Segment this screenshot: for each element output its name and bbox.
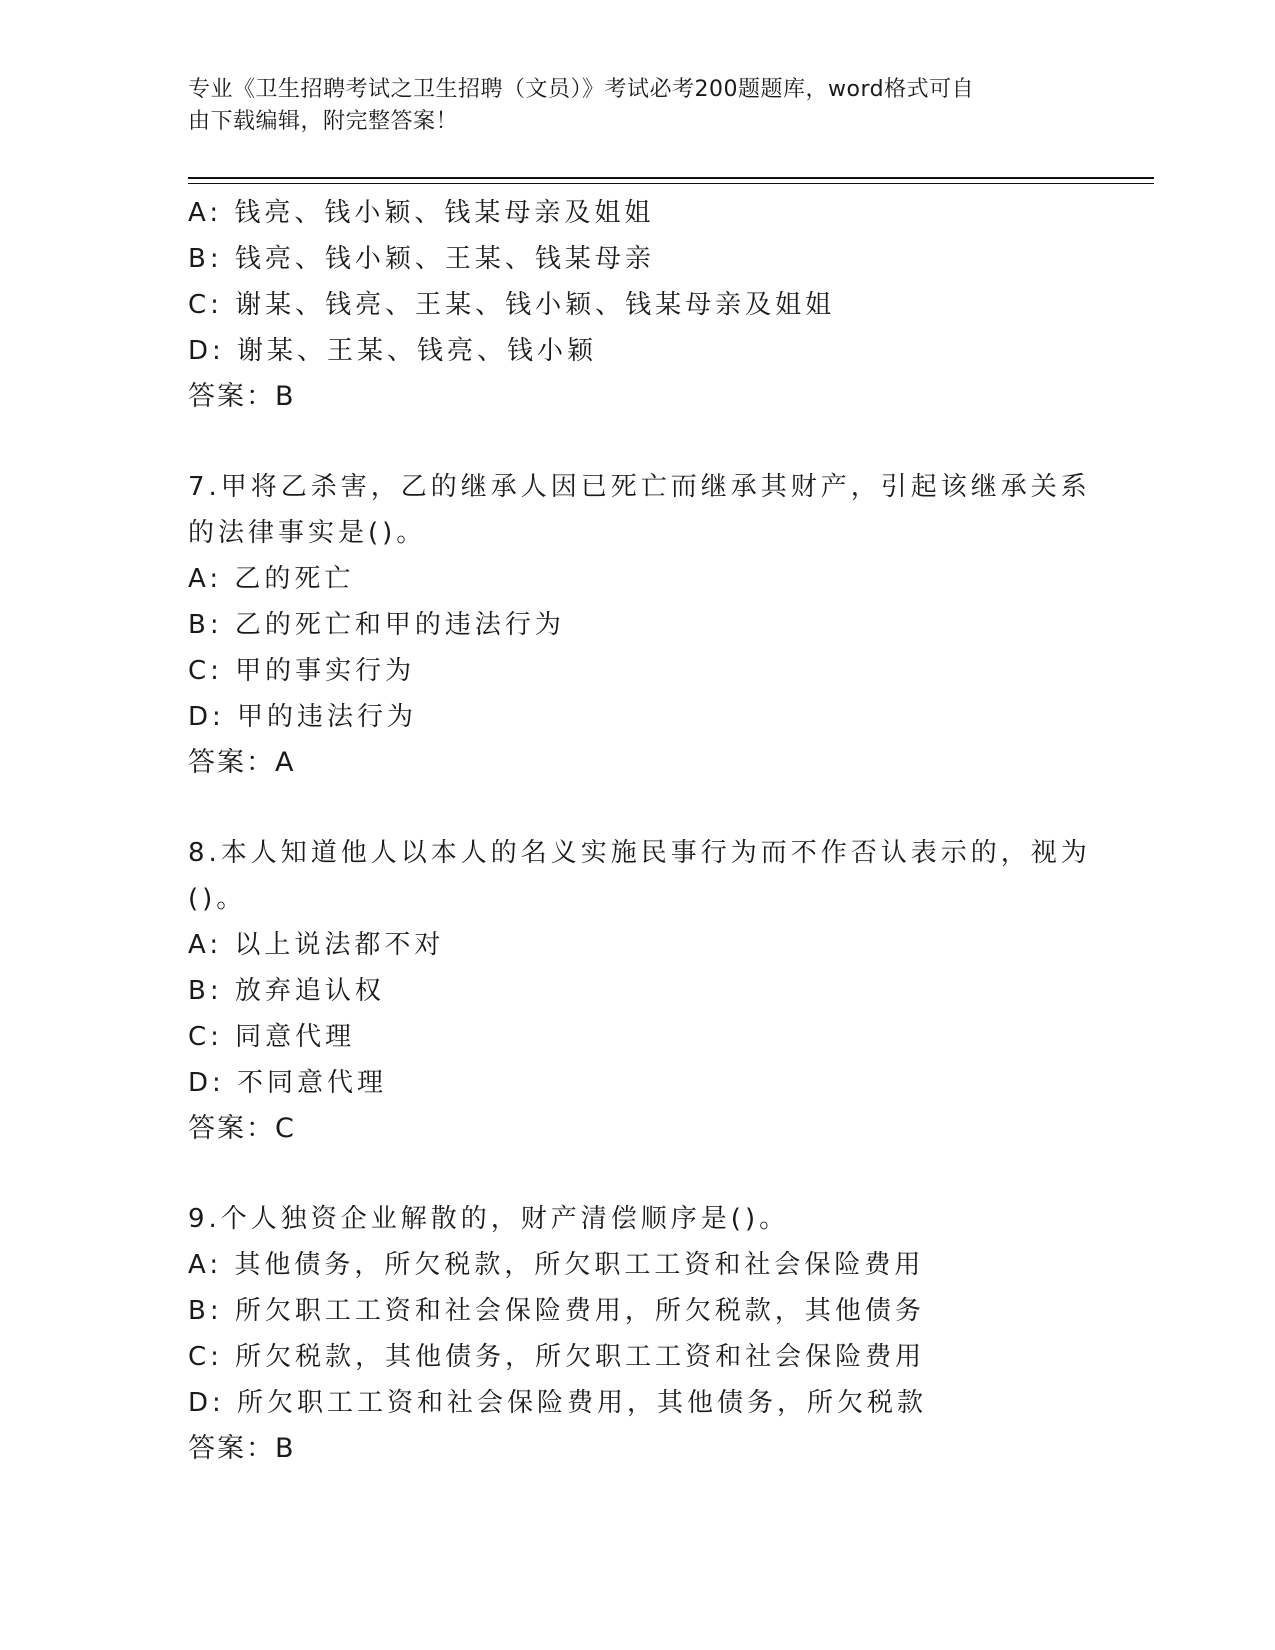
option-a: A: 钱亮、钱小颖、钱某母亲及姐姐 bbox=[188, 198, 655, 228]
option-d: D: 不同意代理 bbox=[188, 1068, 388, 1098]
question-stem-continued: ()。 bbox=[188, 884, 247, 914]
option-b: B: 钱亮、钱小颖、王某、钱某母亲 bbox=[188, 244, 655, 274]
question-7 bbox=[188, 464, 1091, 786]
question-stem: 8.本人知道他人以本人的名义实施民事行为而不作否认表示的，视为 bbox=[188, 838, 1091, 868]
option-c: C: 所欠税款，其他债务，所欠职工工资和社会保险费用 bbox=[188, 1342, 926, 1372]
answer-line: 答案：B bbox=[188, 381, 296, 412]
option-d: D: 所欠职工工资和社会保险费用，其他债务，所欠税款 bbox=[188, 1388, 928, 1418]
header-divider-thin bbox=[188, 183, 1154, 184]
header-line-1: 专业《卫生招聘考试之卫生招聘（文员）》考试必考200题题库，word格式可自 bbox=[188, 77, 975, 102]
option-a: A: 以上说法都不对 bbox=[188, 930, 445, 960]
answer-line: 答案：A bbox=[188, 747, 296, 778]
option-b: B: 乙的死亡和甲的违法行为 bbox=[188, 610, 565, 640]
question-9 bbox=[188, 1196, 1088, 1472]
option-a: A: 乙的死亡 bbox=[188, 564, 355, 594]
option-c: C: 甲的事实行为 bbox=[188, 656, 416, 686]
question-stem-continued: 的法律事实是()。 bbox=[188, 518, 427, 548]
spacer bbox=[188, 1152, 1088, 1196]
spacer bbox=[188, 786, 1088, 830]
option-b: B: 所欠职工工资和社会保险费用，所欠税款，其他债务 bbox=[188, 1296, 925, 1326]
option-b: B: 放弃追认权 bbox=[188, 976, 385, 1006]
question-6-tail bbox=[188, 190, 1088, 420]
answer-line: 答案：C bbox=[188, 1113, 296, 1144]
header-line-2: 由下载编辑，附完整答案！ bbox=[188, 109, 459, 134]
option-c: C: 谢某、钱亮、王某、钱小颖、钱某母亲及姐姐 bbox=[188, 290, 836, 320]
question-content bbox=[188, 190, 1091, 1472]
header-divider-thick bbox=[188, 177, 1154, 179]
question-stem: 9.个人独资企业解散的，财产清偿顺序是()。 bbox=[188, 1204, 790, 1234]
option-c: C: 同意代理 bbox=[188, 1022, 356, 1052]
option-d: D: 甲的违法行为 bbox=[188, 702, 418, 732]
question-stem: 7.甲将乙杀害，乙的继承人因已死亡而继承其财产，引起该继承关系 bbox=[188, 472, 1091, 502]
option-d: D: 谢某、王某、钱亮、钱小颖 bbox=[188, 336, 598, 366]
document-header bbox=[188, 74, 1068, 138]
question-8 bbox=[188, 830, 1091, 1152]
answer-line: 答案：B bbox=[188, 1433, 296, 1464]
option-a: A: 其他债务，所欠税款，所欠职工工资和社会保险费用 bbox=[188, 1250, 925, 1280]
spacer bbox=[188, 420, 1088, 464]
